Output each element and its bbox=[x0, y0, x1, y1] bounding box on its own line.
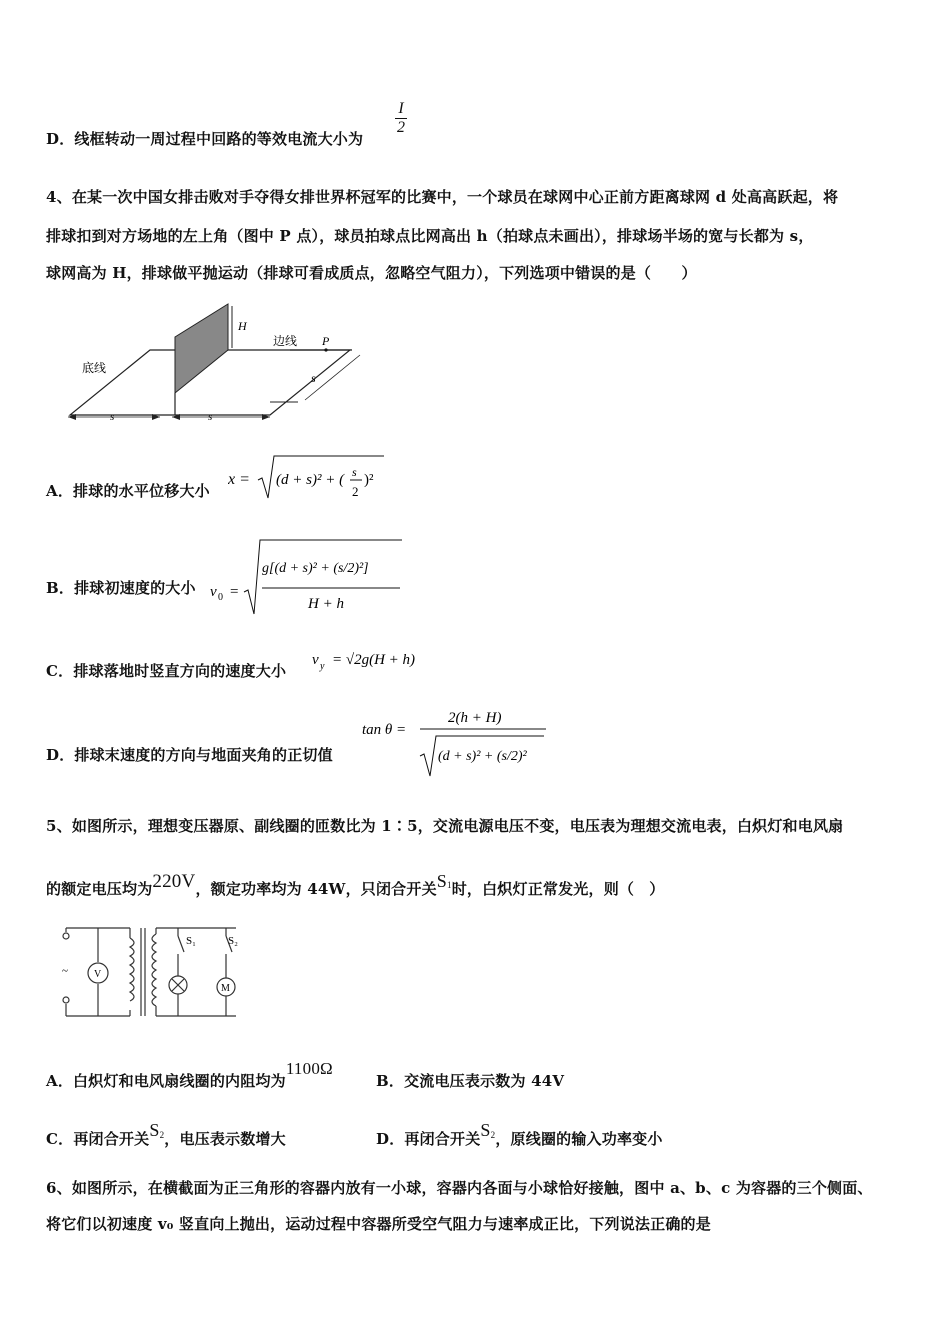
fraction-numerator: I bbox=[395, 100, 406, 119]
q5-line-2-b: ，额定功率均为 44W，只闭合开关 bbox=[195, 880, 437, 898]
q5-option-c-rest: ，电压表示数增大 bbox=[164, 1130, 286, 1148]
q6-line-2: 将它们以初速度 v₀ 竖直向上抛出，运动过程中容器所受空气阻力与速率成正比，下列说法正确的是 bbox=[46, 1215, 711, 1233]
point-P bbox=[324, 348, 327, 351]
prev-option-d bbox=[46, 128, 363, 149]
transformer-circuit-figure bbox=[58, 924, 248, 1024]
formula-d bbox=[362, 700, 552, 782]
q5-switch-s1-sub: 1 bbox=[447, 880, 452, 890]
label-s1: s bbox=[110, 411, 115, 423]
formula-c-sub: y bbox=[320, 661, 325, 672]
formula-b-den: H + h bbox=[308, 596, 344, 612]
label-s1: S₁ bbox=[186, 935, 196, 947]
formula-d-lhs: tan θ = bbox=[362, 722, 407, 738]
q5-option-b: B．交流电压表示数为 44V bbox=[376, 1072, 565, 1090]
q5-option-d-switch: S bbox=[480, 1120, 491, 1140]
formula-d-num: 2(h + H) bbox=[448, 710, 502, 726]
label-baseline: 底线 bbox=[82, 361, 107, 375]
formula-a-den: 2 bbox=[352, 484, 359, 499]
formula-a bbox=[228, 452, 388, 506]
q5-option-c-switch-sub: 2 bbox=[159, 1130, 165, 1140]
label-voltmeter: V bbox=[94, 969, 102, 980]
formula-c-rhs: = √2g(H + h) bbox=[332, 652, 416, 668]
formula-a-close: )² bbox=[364, 472, 374, 488]
primary-coil bbox=[130, 938, 134, 1001]
formula-b-eq: = bbox=[230, 584, 239, 600]
formula-b-sub: 0 bbox=[218, 592, 223, 603]
q4-option-b: B．排球初速度的大小 bbox=[46, 579, 196, 597]
q4-option-a: A．排球的水平位移大小 bbox=[46, 482, 210, 500]
q5-option-a-text: A．白炽灯和电风扇线圈的内阻均为 bbox=[46, 1072, 286, 1090]
q5-line-1: 5、如图所示，理想变压器原、副线圈的匝数比为 1∶5，交流电源电压不变，电压表为理想交流电表，白炽灯和电风扇 bbox=[46, 817, 844, 835]
formula-a-inner: (d + s)² + ( bbox=[276, 472, 345, 488]
label-s2: s bbox=[208, 411, 213, 423]
prev-option-d-text: D．线框转动一周过程中回路的等效电流大小为 bbox=[46, 130, 364, 148]
ac-source-symbol: ~ bbox=[62, 965, 68, 977]
volleyball-court-figure bbox=[60, 300, 370, 430]
q4-option-d: D．排球末速度的方向与地面夹角的正切值 bbox=[46, 746, 333, 764]
formula-c-lhs: v bbox=[312, 652, 319, 668]
q5-option-d-rest: ，原线圈的输入功率变小 bbox=[495, 1130, 663, 1148]
q5-option-d-switch-sub: 2 bbox=[490, 1130, 496, 1140]
terminal bbox=[63, 997, 69, 1003]
secondary-coil bbox=[152, 934, 156, 1006]
formula-b bbox=[208, 536, 408, 618]
q5-option-a-value: 1100Ω bbox=[285, 1059, 333, 1078]
label-H: H bbox=[238, 319, 247, 333]
formula-c bbox=[310, 646, 450, 676]
q4-line-1: 4、在某一次中国女排击败对手夺得女排世界杯冠军的比赛中，一个球员在球网中心正前方距离球网 d 处高高跃起，将 bbox=[46, 188, 839, 206]
label-motor: M bbox=[221, 983, 230, 994]
q5-option-c-text: C．再闭合开关 bbox=[46, 1130, 150, 1148]
q6-line-1: 6、如图所示，在横截面为正三角形的容器内放有一小球，容器内各面与小球恰好接触，图中 a、b、c 为容器的三个侧面、 bbox=[46, 1179, 873, 1197]
q5-switch-s1: S bbox=[436, 871, 447, 891]
formula-a-lhs: x = bbox=[228, 471, 250, 488]
fraction-denominator: 2 bbox=[397, 118, 405, 136]
q4-option-c: C．排球落地时竖直方向的速度大小 bbox=[46, 662, 287, 680]
q5-option-c-switch: S bbox=[149, 1120, 160, 1140]
formula-b-num: g[(d + s)² + (s/2)²] bbox=[262, 561, 369, 576]
q5-line-2-c: 时，白炽灯正常发光，则（ ） bbox=[451, 880, 665, 898]
q4-line-2: 排球扣到对方场地的左上角（图中 P 点），球员拍球点比网高出 h（拍球点未画出），排球场半场的宽与长都为 s， bbox=[46, 227, 814, 245]
q5-option-a bbox=[46, 1059, 333, 1091]
formula-b-lhs: v bbox=[210, 584, 217, 600]
q4-line-3: 球网高为 H，排球做平抛运动（排球可看成质点，忽略空气阻力），下列选项中错误的是（ ） bbox=[46, 264, 697, 282]
q5-option-d-text: D．再闭合开关 bbox=[376, 1130, 481, 1148]
q5-line-2-a: 的额定电压均为 bbox=[46, 880, 153, 898]
q5-voltage: 220V bbox=[152, 871, 196, 892]
terminal bbox=[63, 933, 69, 939]
q5-option-d bbox=[376, 1120, 663, 1150]
q5-option-c bbox=[46, 1120, 286, 1150]
prev-option-d-fraction bbox=[392, 100, 410, 136]
switch-s1 bbox=[178, 936, 184, 952]
label-P: P bbox=[322, 334, 330, 348]
label-border: 边线 bbox=[273, 334, 298, 348]
q5-line-2 bbox=[46, 871, 665, 900]
label-s-right: s bbox=[311, 371, 316, 385]
formula-a-num: s bbox=[352, 465, 357, 479]
label-s2: S₂ bbox=[228, 935, 238, 947]
net bbox=[175, 304, 228, 393]
formula-d-den: (d + s)² + (s/2)² bbox=[438, 749, 527, 764]
